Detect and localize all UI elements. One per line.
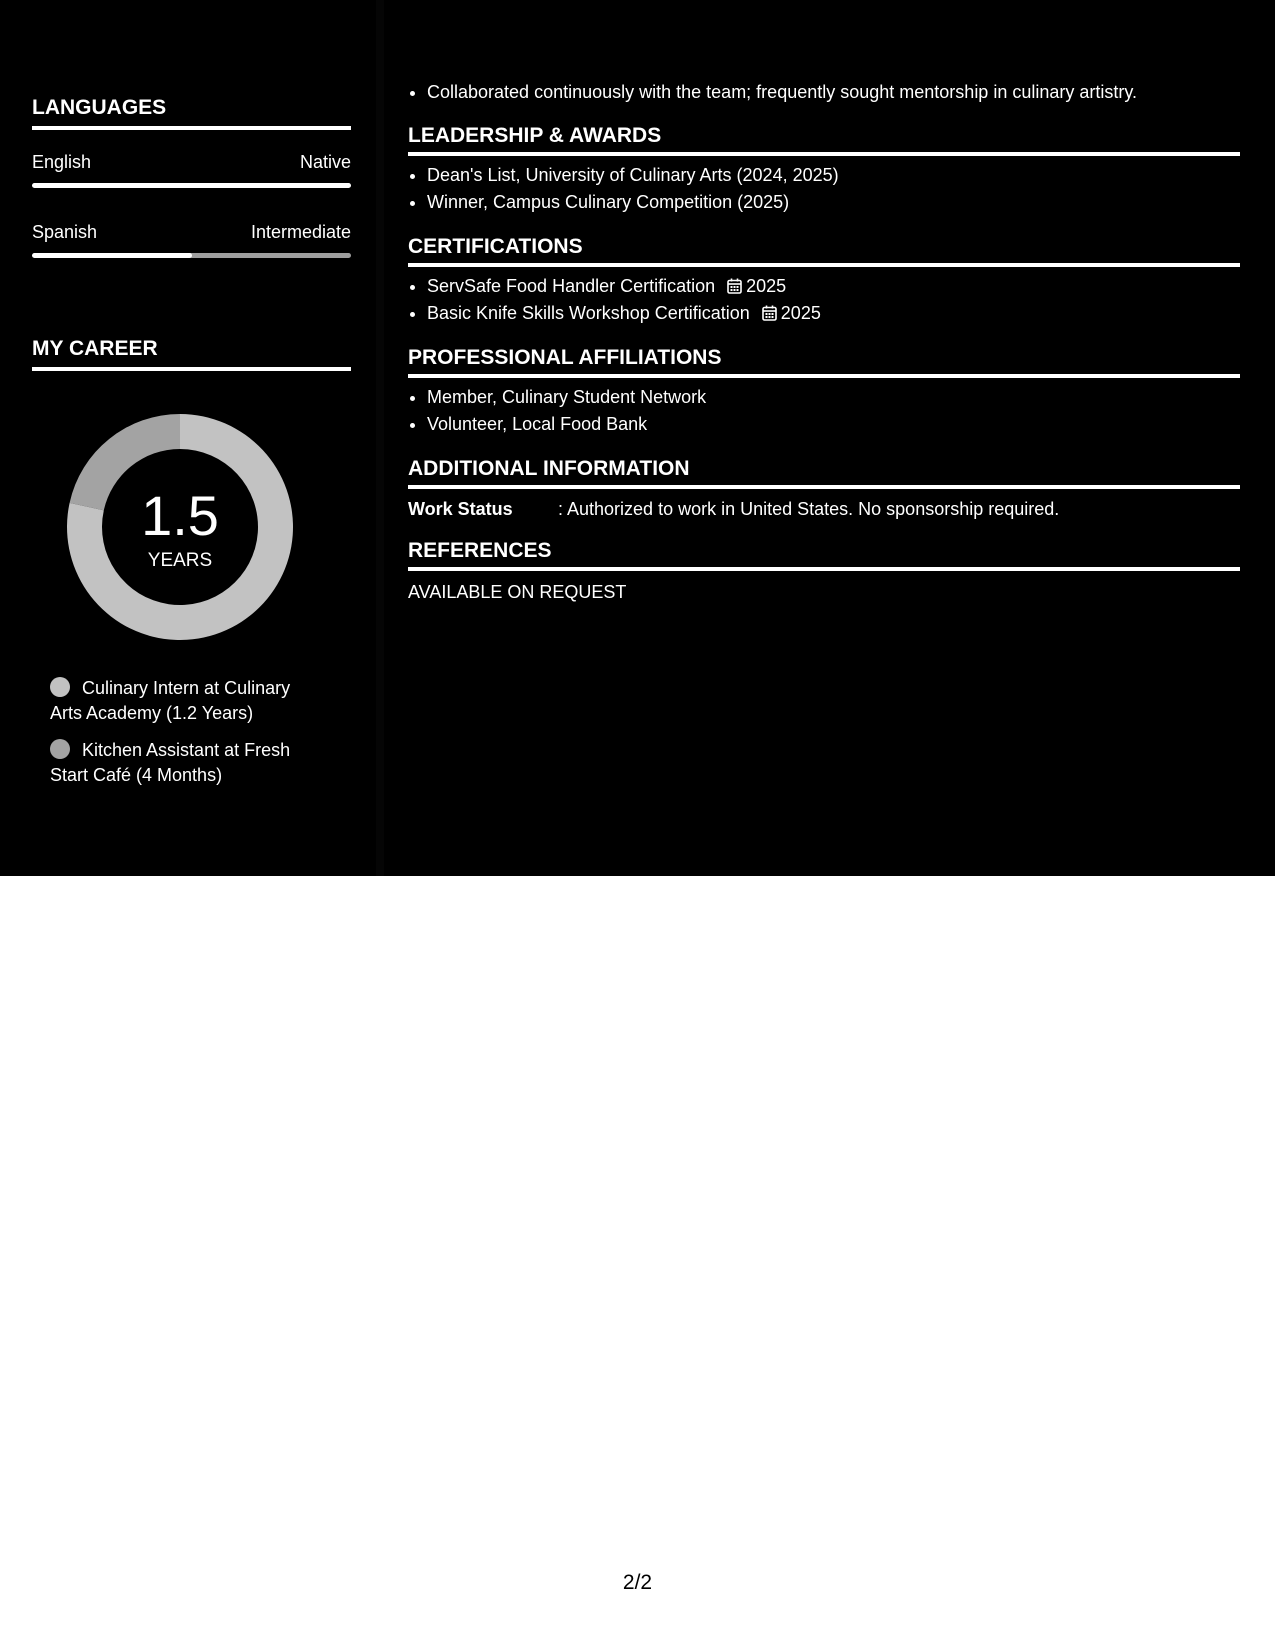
leadership-list <box>408 162 839 216</box>
list-item: • Member, Culinary Student Network <box>427 384 706 411</box>
language-proficiency-bar <box>32 253 351 258</box>
affiliations-heading: PROFESSIONAL AFFILIATIONS <box>408 346 1240 378</box>
list-item <box>427 300 821 327</box>
certifications-list <box>408 273 821 327</box>
list-item: • Dean's List, University of Culinary Arts (2024, 2025) <box>427 162 839 189</box>
language-name: English <box>32 152 92 172</box>
language-proficiency-fill <box>32 253 192 258</box>
language-level: Native <box>299 152 351 172</box>
career-total <box>67 414 293 640</box>
career-item-text: Culinary Intern at Culinary Arts Academy (1.2 Years) <box>50 678 291 723</box>
career-years-number: 1.5 <box>141 484 219 547</box>
work-status-value: : Authorized to work in United States. No sponsorship required. <box>558 499 1060 519</box>
career-item-text: Kitchen Assistant at Fresh Start Café (4 Months) <box>50 740 291 785</box>
languages-heading: LANGUAGES <box>32 96 351 130</box>
language-name: Spanish <box>32 222 98 242</box>
work-status-row <box>408 497 1059 521</box>
work-status-label: Work Status <box>408 499 513 519</box>
language-level: Intermediate <box>250 222 351 242</box>
leadership-heading: LEADERSHIP & AWARDS <box>408 124 1240 156</box>
certifications-heading: CERTIFICATIONS <box>408 235 1240 267</box>
language-proficiency-bar <box>32 183 351 188</box>
additional-info-heading: ADDITIONAL INFORMATION <box>408 457 1240 489</box>
calendar-icon <box>762 305 777 321</box>
career-years-label: YEARS <box>147 550 213 571</box>
list-item <box>427 273 821 300</box>
references-text: AVAILABLE ON REQUEST <box>408 582 627 602</box>
certification-year: 2025 <box>780 303 821 323</box>
language-proficiency-fill <box>32 183 351 188</box>
career-legend-item <box>50 738 310 788</box>
references-heading: REFERENCES <box>408 539 1240 571</box>
experience-bullets <box>408 79 1137 106</box>
list-item: • Collaborated continuously with the team; frequently sought mentorship in culinary artistry. <box>427 79 1137 106</box>
list-item: • Winner, Campus Culinary Competition (2025) <box>427 189 839 216</box>
list-item: • Volunteer, Local Food Bank <box>427 411 706 438</box>
certification-name: ServSafe Food Handler Certification <box>427 276 716 296</box>
legend-dot-icon <box>50 739 70 759</box>
page-number: 2/2 <box>622 1571 653 1594</box>
affiliations-list <box>408 384 706 438</box>
career-legend-item <box>50 676 310 726</box>
career-heading: MY CAREER <box>32 337 351 371</box>
certification-name: Basic Knife Skills Workshop Certification <box>427 303 750 323</box>
certification-year: 2025 <box>746 276 787 296</box>
calendar-icon <box>727 278 742 294</box>
column-divider <box>376 0 384 876</box>
legend-dot-icon <box>50 677 70 697</box>
